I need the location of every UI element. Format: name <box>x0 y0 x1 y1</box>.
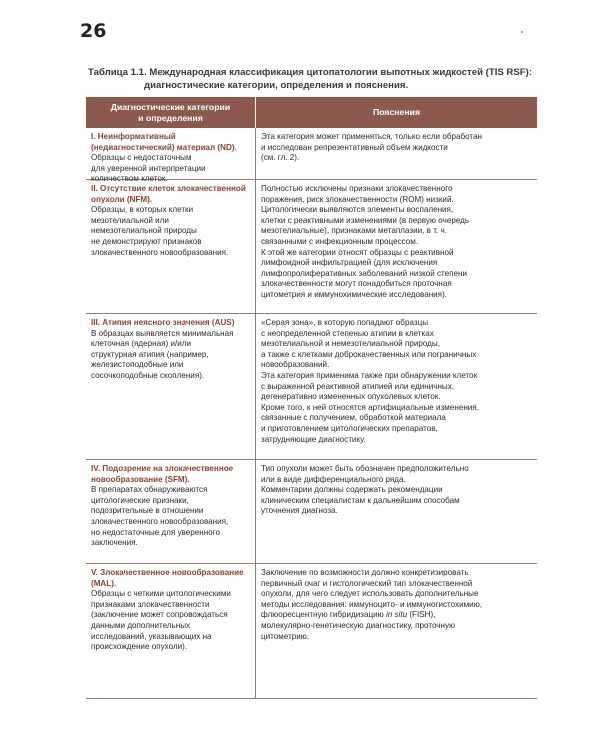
category-cell <box>86 460 256 563</box>
header-categories <box>86 97 256 128</box>
category-definition: Образцы с четкими цитологическими признаками злокачественности (заключение может сопровождаться данными дополнительных исследований, указывающих на происхождение опухоли). <box>91 589 231 652</box>
header-explanations <box>256 97 537 128</box>
caption-title-line2: диагностические категории, определения и пояснения. <box>144 80 409 91</box>
table-row <box>86 128 537 184</box>
category-cell <box>86 180 256 313</box>
explanation-text: Тип опухоли может быть обозначен предположительно или в виде дифференциального ряда. Комментарии должны содержать рекомендации клиническим специалистам к дальнейшим способам уточнения диагноза. <box>261 464 469 516</box>
category-title: IV. Подозрение на злокачественное новообразование (SFM). <box>91 464 234 484</box>
category-cell <box>86 314 256 459</box>
page-number: 26 <box>80 20 107 42</box>
category-title: I. Неинформативный (недиагностический) материал (ND). <box>91 132 237 152</box>
category-cell <box>86 564 256 698</box>
explanation-text: Эта категория может применяться, только если обработан и исследован репрезентативный объем жидкости (см. гл. 2). <box>261 132 483 163</box>
explanation-text <box>261 568 532 642</box>
explanation-text-pre: Заключение по возможности должно конкретизировать первичный очаг и гистологический тип злокачественной опухоли, для чего следует использовать дополнительные методы исследования: иммуноцито- и иммуногистохимию, флюоресцентную гибридизацию <box>261 568 483 620</box>
category-cell <box>86 128 256 184</box>
caption-title-line1: Международная классификация цитопатологии выпотных жидкостей (TIS RSF): <box>149 67 533 78</box>
table-caption <box>88 66 548 92</box>
explanation-cell <box>256 128 537 179</box>
explanation-cell <box>256 460 537 563</box>
table-row <box>86 180 537 314</box>
table-row <box>86 460 537 564</box>
category-title: III. Атипия неясного значения (AUS) <box>91 318 235 327</box>
explanation-cell <box>256 180 537 313</box>
explanation-cell <box>256 314 537 459</box>
category-definition: В препаратах обнаруживаются цитологические признаки, подозрительные в отношении злокачественного новообразования, но недостаточные для уверенного заключения. <box>91 485 229 548</box>
explanation-cell <box>256 564 537 698</box>
category-title: II. Отсутствие клеток злокачественной опухоли (NFM). <box>91 184 246 204</box>
header-categories-label: Диагностические категории и определения <box>110 102 231 123</box>
explanation-text: Полностью исключены признаки злокачественного поражения, риск злокачественности (ROM) низкий. Цитологически выявляются элементы воспаления, клетки с реактивными изменениями (в первую очередь мезотелиальные), признаками метаплазии, в т. ч. связанными с инфекционным процессом. К этой же категории относят образцы с реактивной лимфоидной инфильтрацией (для исключения лимфопролиферативных заболеваний низкой степени злокачественности могут понадобиться проточная цитометрия и иммунохимические исследования). <box>261 184 470 299</box>
caption-label: Таблица 1.1. <box>88 67 147 78</box>
table-header <box>86 97 537 128</box>
category-definition: Образцы, в которых клетки мезотелиальной или немезотелиальной природы не демонстрируют признаков злокачественного новообразования. <box>91 205 229 257</box>
category-title: V. Злокачественное новообразование (MAL). <box>91 568 244 588</box>
corner-mark <box>521 31 523 33</box>
explanation-text-italic: in situ <box>385 610 408 620</box>
category-definition: В образцах выявляется минимальная клеточная (ядерная) и/или структурная атипия (например, железистоподобные или сосочкоподобные скопления). <box>91 328 234 380</box>
explanation-text-post: (FISH), молекулярно-генетическую диагностику, проточную цитометрию. <box>261 610 456 641</box>
category-definition: Образцы с недостаточным для уверенной интерпретации количеством клеток. <box>91 153 206 184</box>
table-row <box>86 564 537 699</box>
explanation-text: «Серая зона», в которую попадают образцы с неопределенной степенью атипии в клетках мезотелиальной и немезотелиальной природы, а также с клетками доброкачественных или пограничных новообразований. Эта категория применима также при обнаружении клеток с выраженной реактивной атипией или единичных, дегенеративно измененных опухолевых клеток. Кроме того, к ней относятся артифициальные изменения, связанные с получением, обработкой материала и приготовлением цитологических препаратов, затрудняющие диагностику. <box>261 318 479 444</box>
header-explanations-label: Пояснения <box>372 107 421 118</box>
classification-table <box>86 97 537 699</box>
table-row <box>86 314 537 460</box>
